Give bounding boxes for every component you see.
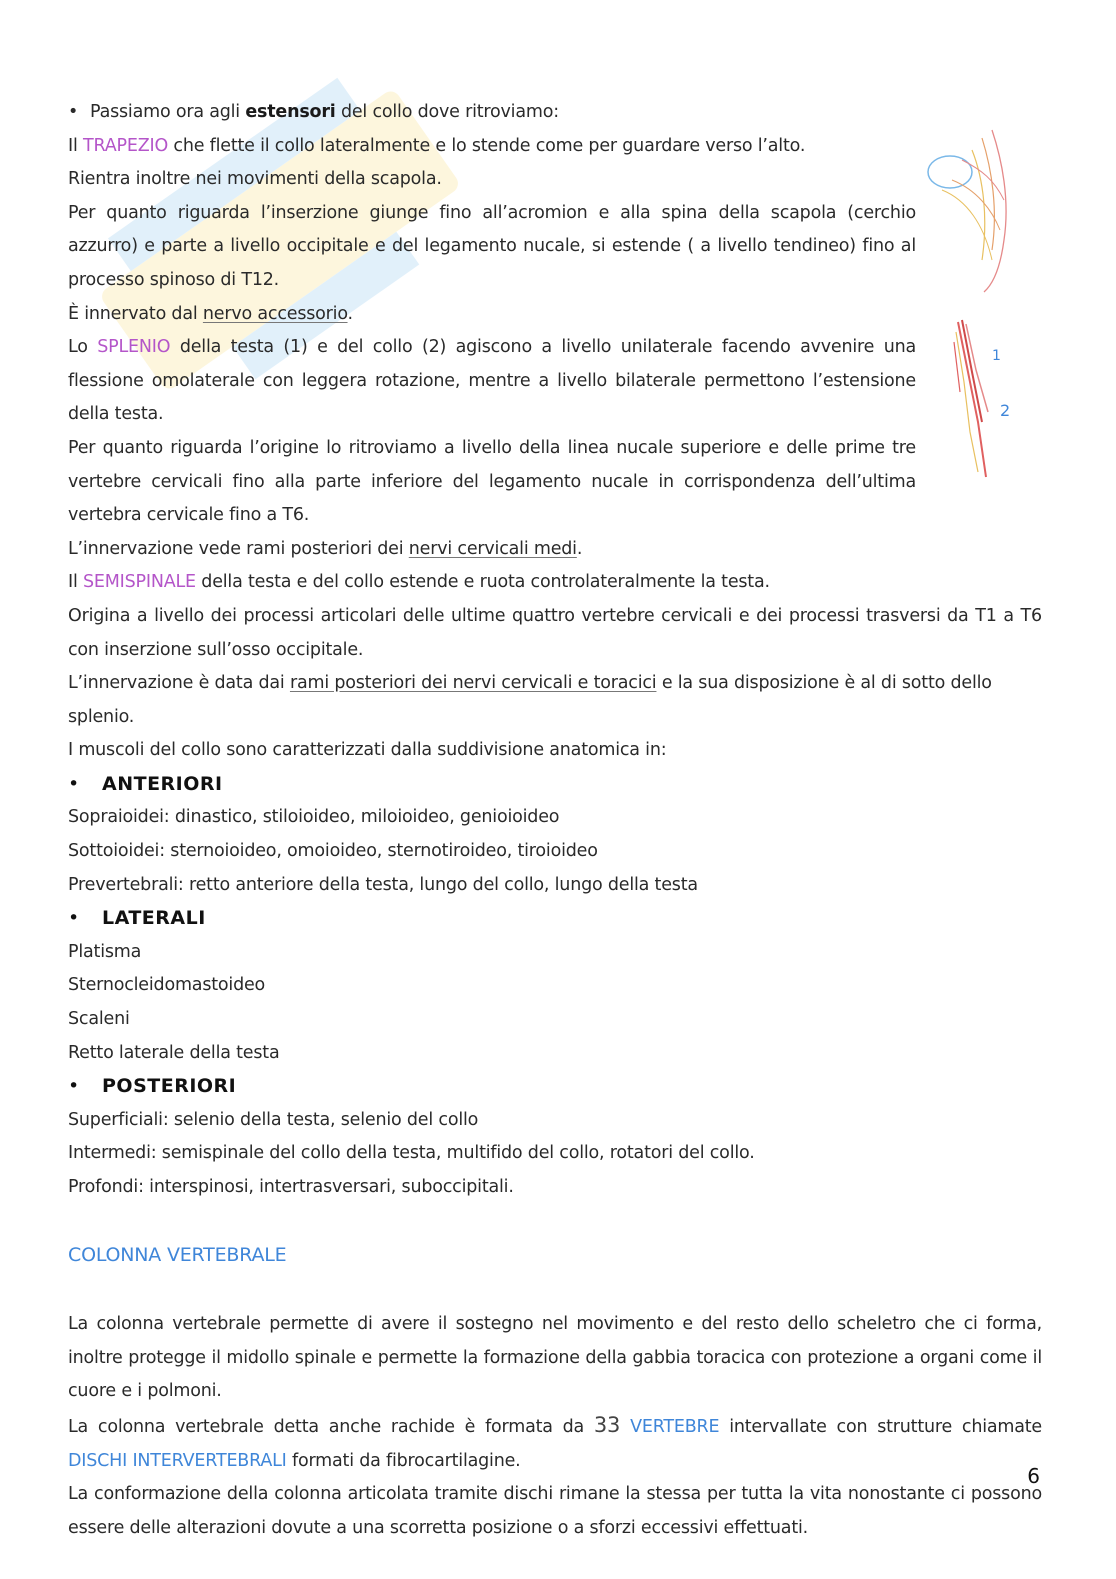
- intro-line: • Passiamo ora agli estensori del collo dove ritroviamo:: [68, 102, 559, 122]
- list-item: Prevertebrali: retto anteriore della testa, lungo del collo, lungo della testa: [68, 874, 698, 895]
- splenio-paragraph: Lo SPLENIO della testa (1) e del collo (2) agiscono a livello unilaterale facendo avvenire una flessione omolaterale con leggera rotazione, mentre a livello bilaterale permettono l’estensione della testa.: [68, 337, 916, 425]
- trapezio-inserzione: Per quanto riguarda l’inserzione giunge fino all’acromion e alla spina della scapola (cerchio azzurro) e parte a livello occipitale e del legamento nucale, si estende ( a livello tendineo) fino al processo spinoso di T12.: [68, 202, 916, 290]
- page-number: 6: [1027, 1464, 1040, 1488]
- splenio-innervazione: L’innervazione vede rami posteriori dei nervi cervicali medi.: [68, 538, 583, 559]
- trapezio-term: TRAPEZIO: [83, 135, 169, 156]
- splenio-term: SPLENIO: [97, 337, 171, 358]
- section-title-colonna: COLONNA VERTEBRALE: [68, 1243, 287, 1266]
- group-heading-laterali: • LATERALI: [68, 907, 206, 930]
- classificazione-line: I muscoli del collo sono caratterizzati dalla suddivisione anatomica in:: [68, 740, 667, 761]
- list-item: Scaleni: [68, 1009, 130, 1030]
- list-item: Intermedi: semispinale del collo della testa, multifido del collo, rotatori del collo.: [68, 1143, 755, 1164]
- illustration-label-1: 1: [992, 348, 1001, 364]
- semispinale-origine: Origina a livello dei processi articolari delle ultime quattro vertebre cervicali e dei processi trasversi da T1 a T6 con inserzione sull’osso occipitale.: [68, 605, 1042, 660]
- trapezio-innervazione: È innervato dal nervo accessorio.: [68, 303, 353, 324]
- vertebre-term: VERTEBRE: [630, 1416, 720, 1437]
- list-item: Retto laterale della testa: [68, 1042, 280, 1063]
- group-heading-anteriori: • ANTERIORI: [68, 772, 223, 795]
- colonna-paragraph-3: La conformazione della colonna articolata tramite dischi rimane la stessa per tutta la vita nonostante ci possono essere delle alterazioni dovute a una scorretta posizione o a sforzi eccessivi effettuati.: [68, 1484, 1042, 1538]
- list-item: Platisma: [68, 941, 142, 962]
- list-item: Superficiali: selenio della testa, selenio del collo: [68, 1109, 479, 1130]
- colonna-paragraph-1: La colonna vertebrale permette di avere il sostegno nel movimento e del resto dello scheletro che ci forma, inoltre protegge il midollo spinale e permette la formazione della gabbia toracica con protezione a organi come il cuore e i polmoni.: [68, 1314, 1042, 1402]
- trapezio-scapola-line: Rientra inoltre nei movimenti della scapola.: [68, 169, 442, 190]
- list-item: Sottoioidei: sternoioideo, omoioideo, sternotiroideo, tiroioideo: [68, 841, 598, 862]
- list-item: Sternocleidomastoideo: [68, 975, 266, 996]
- trapezio-line: Il TRAPEZIO che flette il collo lateralmente e lo stende come per guardare verso l’alto.: [68, 135, 806, 156]
- splenio-origine: Per quanto riguarda l’origine lo ritroviamo a livello della linea nucale superiore e delle prime tre vertebre cervicali fino alla parte inferiore del legamento nucale in corrispondenza dell’ultima vertebra cervicale fino a T6.: [68, 437, 916, 526]
- semispinale-line: Il SEMISPINALE della testa e del collo estende e ruota controlateralmente la testa.: [68, 572, 770, 593]
- colonna-paragraph-2: La colonna vertebrale detta anche rachide è formata da 33 VERTEBRE intervallate con strutture chiamate DISCHI INTERVERTEBRALI formati da fibrocartilagine.: [68, 1412, 1043, 1471]
- dischi-term: DISCHI INTERVERTEBRALI: [68, 1450, 287, 1471]
- list-item: Profondi: interspinosi, intertrasversari, suboccipitali.: [68, 1177, 514, 1197]
- document-body: [68, 96, 1042, 1545]
- list-item: Sopraioidei: dinastico, stiloioideo, miloioideo, genioioideo: [68, 807, 560, 828]
- illustration-label-2: 2: [1000, 401, 1011, 420]
- semispinale-innervazione: L’innervazione è data dai rami posteriori dei nervi cervicali e toracici e la sua disposizione è al di sotto dello splenio.: [68, 673, 992, 727]
- group-heading-posteriori: • POSTERIORI: [68, 1075, 237, 1098]
- semispinale-term: SEMISPINALE: [83, 572, 196, 593]
